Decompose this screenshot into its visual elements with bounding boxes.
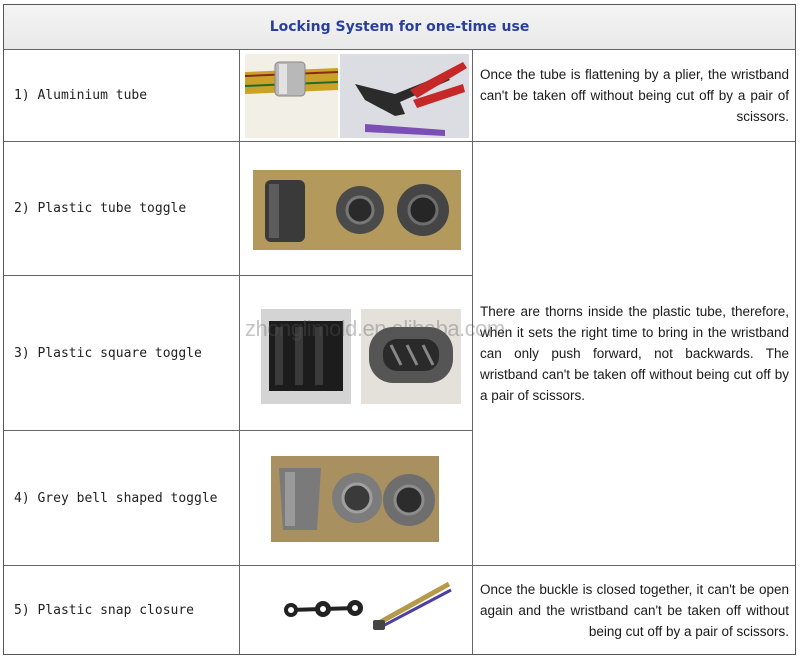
row-description-aluminium-tube xyxy=(472,50,795,141)
grey-bell-toggle-photo xyxy=(271,456,439,542)
row-image-plastic-tube-toggle xyxy=(239,142,472,275)
watermark: zhonglimold.en.alibaba.com xyxy=(245,316,505,341)
plastic-square-toggle-photo xyxy=(261,309,461,404)
row-image-plastic-square-toggle xyxy=(239,276,472,430)
shared-description-toggles xyxy=(472,142,795,565)
row-image-plastic-snap-closure xyxy=(239,566,472,654)
row-label-grey-bell-toggle: 4) Grey bell shaped toggle xyxy=(14,490,218,506)
description-text: Once the buckle is closed together, it can't be open again and the wristband can't be taken off without being cut off by a pair of scissors. xyxy=(480,581,789,639)
table-title: Locking System for one-time use xyxy=(4,5,795,49)
row-label-plastic-tube-toggle: 2) Plastic tube toggle xyxy=(14,201,187,216)
description-text: Once the tube is flattening by a plier, the wristband can't be taken off without being cut off by a pair of scissors. xyxy=(480,67,789,124)
plastic-tube-toggle-photo xyxy=(253,170,461,250)
row-image-aluminium-tube xyxy=(239,50,472,141)
locking-system-table xyxy=(3,4,796,655)
row-label-plastic-square-toggle: 3) Plastic square toggle xyxy=(14,345,202,361)
description-text: There are thorns inside the plastic tube, therefore, when it sets the right time to bring in the wristband can only push forward, not backwards. The wristband can't be taken off without being cut off by a pair of scissors. xyxy=(480,304,789,403)
plastic-snap-closure-photo xyxy=(279,576,459,642)
row-label-plastic-snap-closure: 5) Plastic snap closure xyxy=(14,602,195,618)
row-description-plastic-snap-closure xyxy=(472,566,795,654)
row-label-aluminium-tube: 1) Aluminium tube xyxy=(14,88,148,103)
row-image-grey-bell-toggle xyxy=(239,431,472,565)
aluminium-tube-and-plier-photo xyxy=(245,54,469,138)
